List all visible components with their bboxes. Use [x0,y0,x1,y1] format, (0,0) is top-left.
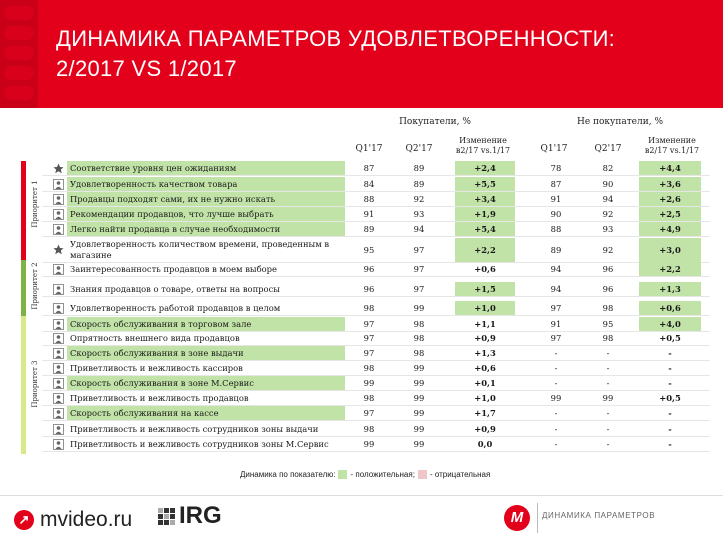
row-label: Скорость обслуживания в зоне М.Сервис [67,376,345,390]
group-header-non-buyers: Не покупатели, % [576,117,664,127]
cell-n-q2: - [606,363,610,373]
person-icon [53,209,64,220]
table-row [42,207,710,222]
cell-b-q1: 98 [363,424,375,434]
cell-b-q1: 96 [363,284,375,294]
table-row [42,346,710,361]
cell-n-q1: - [554,363,558,373]
cell-b-q1: 97 [363,408,375,418]
table-row [42,177,710,192]
cell-n-ch: +4,9 [639,222,701,236]
cell-b-q2: 98 [413,333,425,343]
cell-b-ch: +0,6 [474,264,496,274]
table-row [42,317,710,332]
row-label: Опрятность внешнего вида продавцов [70,333,240,343]
table-row [42,422,710,437]
row-label: Скорость обслуживания в зоне выдачи [67,346,345,360]
cell-n-ch: +0,5 [659,393,681,403]
table-row [42,238,710,263]
cell-b-q1: 98 [363,303,375,313]
person-icon [53,264,64,275]
cell-n-ch: - [668,378,672,388]
table-row [42,437,710,452]
row-label: Приветливость и вежливость продавцов [70,393,249,403]
footer-caption: ДИНАМИКА ПАРАМЕТРОВ [542,511,656,520]
cell-n-q2: 82 [602,163,614,173]
cell-b-q2: 98 [413,348,425,358]
cell-b-q2: 99 [413,408,425,418]
person-icon [53,348,64,359]
table-row [42,376,710,391]
cell-b-q2: 97 [413,245,425,255]
cell-n-q2: 98 [602,303,614,313]
table-row [42,361,710,376]
header-decor [0,0,38,108]
person-icon [53,439,64,450]
irg-logo-text: IRG [179,502,222,529]
page-subtitle: 2/2017 VS 1/2017 [56,56,237,81]
cell-b-q2: 99 [413,363,425,373]
cell-n-ch: - [668,408,672,418]
cell-n-q2: - [606,378,610,388]
cell-b-ch: +1,3 [474,348,496,358]
row-label: Соответствие уровня цен ожиданиям [67,161,345,175]
table-row [42,301,710,316]
cell-n-q1: - [554,378,558,388]
cell-n-q2: 92 [602,245,614,255]
priority-2-label: Приоритет 2 [31,262,39,310]
cell-b-q1: 97 [363,333,375,343]
person-icon [53,363,64,374]
priority-1-label: Приоритет 1 [31,180,39,228]
cell-n-q1: - [554,424,558,434]
cell-b-q2: 94 [413,224,425,234]
legend [240,470,490,479]
cell-b-ch: +2,4 [455,161,515,175]
page-title: ДИНАМИКА ПАРАМЕТРОВ УДОВЛЕТВОРЕННОСТИ: [56,26,616,51]
table-row [42,222,710,237]
row-label: Удовлетворенность количеством времени, проведенным в магазине [70,239,330,260]
cell-n-ch: +4,0 [639,317,701,331]
legend-negative-label: - отрицательная [429,470,491,479]
irg-logo [158,502,222,530]
row-label: Удовлетворенность работой продавцов в целом [70,303,281,313]
cell-n-ch: - [668,439,672,449]
cell-b-q2: 97 [413,264,425,274]
table-row [42,192,710,207]
person-icon [53,284,64,295]
legend-positive-label: - положительная; [350,470,415,479]
cell-b-q1: 97 [363,319,375,329]
cell-b-q1: 99 [363,378,375,388]
footer-separator [537,503,538,533]
cell-n-ch: +2,5 [639,207,701,221]
cell-n-q2: 94 [602,194,614,204]
cell-b-q2: 93 [413,209,425,219]
person-icon [53,224,64,235]
cell-n-ch: +1,3 [639,282,701,296]
mvideo-logo [14,508,132,532]
cell-b-q1: 88 [363,194,375,204]
cell-b-ch: +0,6 [474,363,496,373]
row-label: Рекомендации продавцов, что лучше выбрать [67,207,345,221]
cell-b-q2: 99 [413,393,425,403]
cell-b-q1: 84 [363,179,375,189]
cell-n-q1: - [554,439,558,449]
cell-b-q1: 89 [363,224,375,234]
cell-n-q1: 99 [550,393,562,403]
star-icon [53,163,64,174]
cell-b-ch: +3,4 [455,192,515,206]
irg-bars-icon [158,508,175,525]
legend-positive-swatch [338,470,347,479]
cell-b-ch: +1,5 [455,282,515,296]
priority-2-bar [21,260,26,316]
cell-n-ch: +2,6 [639,192,701,206]
cell-b-q2: 99 [413,439,425,449]
cell-b-q2: 89 [413,179,425,189]
legend-prefix: Динамика по показателю: [240,470,336,479]
person-icon [53,303,64,314]
cell-b-ch: 0,0 [477,439,493,449]
cell-b-q1: 98 [363,363,375,373]
col-header-buyers-q1: Q1'17 [355,144,383,154]
cell-n-ch: +3,0 [639,238,701,262]
cell-b-q1: 95 [363,245,375,255]
cell-b-q1: 87 [363,163,375,173]
legend-negative-swatch [418,470,427,479]
cell-n-q2: - [606,348,610,358]
priority-3-bar [21,316,26,454]
cell-n-q2: 98 [602,333,614,343]
person-icon [53,408,64,419]
header-banner [0,0,723,108]
person-icon [53,319,64,330]
col-header-buyers-q2: Q2'17 [405,144,433,154]
cell-b-ch: +1,1 [474,319,496,329]
cell-b-q2: 98 [413,319,425,329]
cell-b-ch: +0,9 [474,333,496,343]
footer-divider [0,495,723,496]
table-row [42,262,710,277]
cell-b-ch: +1,9 [455,207,515,221]
cell-b-ch: +5,5 [455,177,515,191]
row-label: Скорость обслуживания на кассе [67,406,345,420]
row-label: Легко найти продавца в случае необходимости [67,222,345,236]
cell-n-q1: 89 [550,245,562,255]
cell-n-q1: 87 [550,179,562,189]
cell-n-q1: 78 [550,163,562,173]
cell-b-ch: +2,2 [455,238,515,262]
row-label: Приветливость и вежливость кассиров [70,363,243,373]
cell-n-q1: 91 [550,194,562,204]
cell-b-ch: +1,7 [474,408,496,418]
cell-n-q1: 91 [550,319,562,329]
cell-n-ch: +4,4 [639,161,701,175]
row-label: Удовлетворенность качеством товара [67,177,345,191]
cell-n-q2: 95 [602,319,614,329]
cell-n-q1: - [554,408,558,418]
cell-n-ch: +0,5 [659,333,681,343]
mvideo-logo-text: mvideo.ru [40,508,133,531]
person-icon [53,194,64,205]
person-icon [53,333,64,344]
cell-b-q1: 99 [363,439,375,449]
cell-b-ch: +0,9 [474,424,496,434]
col-header-nonbuyers-q1: Q1'17 [540,144,568,154]
table-row [42,391,710,406]
cell-b-ch: +1,0 [455,301,515,315]
cell-n-ch: - [668,348,672,358]
cell-b-q2: 99 [413,378,425,388]
cell-n-ch: +3,6 [639,177,701,191]
table-row [42,331,710,346]
col-header-buyers-change: Изменение в2/17 vs.1/17 [455,136,511,155]
row-label: Заинтересованность продавцов в моем выборе [70,264,277,274]
arrow-icon: ↗ [14,510,34,530]
cell-b-q1: 91 [363,209,375,219]
cell-n-q2: 96 [602,284,614,294]
person-icon [53,424,64,435]
cell-n-q1: 94 [550,284,562,294]
cell-n-q2: 93 [602,224,614,234]
person-icon [53,378,64,389]
cell-n-q2: - [606,408,610,418]
cell-n-ch: - [668,363,672,373]
cell-n-q2: 92 [602,209,614,219]
priority-1-bar [21,161,26,260]
cell-n-q2: 90 [602,179,614,189]
cell-b-q1: 96 [363,264,375,274]
col-header-nonbuyers-q2: Q2'17 [594,144,622,154]
cell-n-q1: 94 [550,264,562,274]
table-row [42,161,710,176]
cell-n-q2: - [606,424,610,434]
table-row [42,406,710,421]
col-header-nonbuyers-change: Изменение в2/17 vs.1/17 [644,136,700,155]
group-header-buyers: Покупатели, % [399,117,471,127]
cell-b-q1: 97 [363,348,375,358]
row-label: Скорость обслуживания в торговом зале [67,317,345,331]
row-label: Приветливость и вежливость сотрудников зоны выдачи [70,424,319,434]
cell-n-q1: 90 [550,209,562,219]
cell-b-ch: +5,4 [455,222,515,236]
cell-n-ch: +2,2 [639,262,701,276]
cell-b-q2: 92 [413,194,425,204]
cell-n-q1: - [554,348,558,358]
cell-n-q1: 97 [550,303,562,313]
cell-b-q2: 89 [413,163,425,173]
cell-b-ch: +0,1 [474,378,496,388]
row-label: Продавцы подходят сами, их не нужно искать [67,192,345,206]
cell-n-q2: - [606,439,610,449]
cell-n-q2: 96 [602,264,614,274]
cell-n-ch: +0,6 [639,301,701,315]
star-icon [53,244,64,255]
cell-n-q1: 88 [550,224,562,234]
cell-b-q1: 98 [363,393,375,403]
cell-b-q2: 97 [413,284,425,294]
cell-b-q2: 99 [413,424,425,434]
cell-n-ch: - [668,424,672,434]
row-label: Знания продавцов о товаре, ответы на вопросы [70,284,280,294]
priority-3-label: Приоритет 3 [31,360,39,408]
person-icon [53,393,64,404]
row-label: Приветливость и вежливость сотрудников зоны М.Сервис [70,439,329,449]
table-row [42,282,710,297]
cell-b-q2: 99 [413,303,425,313]
cell-b-ch: +1,0 [474,393,496,403]
cell-n-q2: 99 [602,393,614,403]
cell-n-q1: 97 [550,333,562,343]
person-icon [53,179,64,190]
m-logo-icon: М [504,505,530,531]
